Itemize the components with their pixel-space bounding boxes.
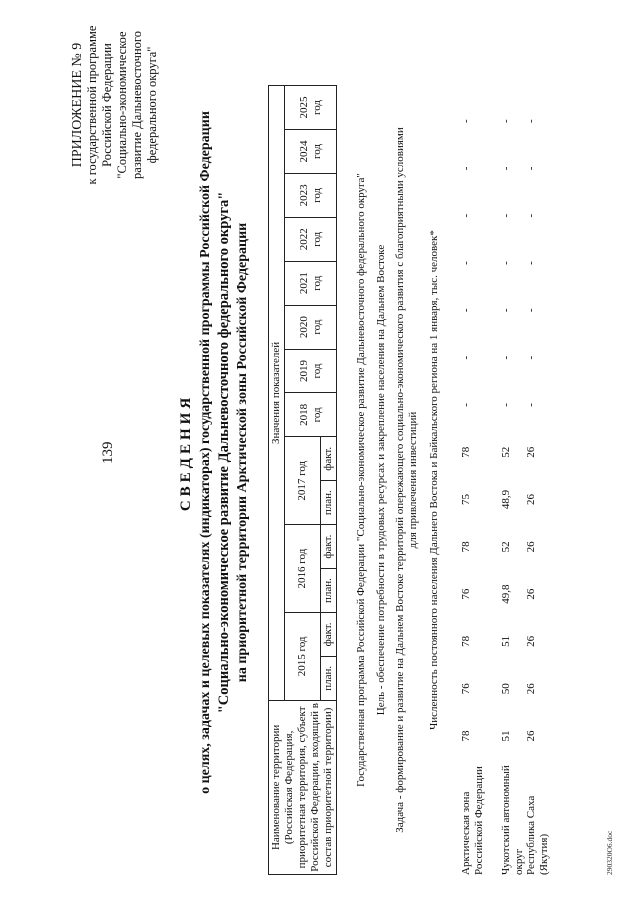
value-cell: -: [525, 166, 537, 171]
value-cell: 26: [525, 541, 537, 553]
table-row: [500, 85, 526, 875]
document-title-line: на приоритетной территории Арктической зоны Российской Федерации: [235, 222, 250, 683]
value-cell: -: [500, 213, 512, 218]
value-cell: -: [500, 261, 512, 265]
values-header: Значения показателей: [269, 86, 285, 701]
program-section: Государственная программа Российской Федерации "Социально-экономическое развитие Дальневосточного федерального округа": [355, 173, 367, 787]
value-cell: 51: [500, 635, 512, 647]
year-header: 2021 год: [285, 261, 337, 305]
document-heading: СВЕДЕНИЯ: [178, 393, 194, 512]
year-header: 2025 год: [285, 86, 337, 130]
appendix-line: Российской Федерации: [100, 43, 114, 167]
value-cell: 75: [460, 494, 472, 505]
file-name-footer: 290320O6.doc: [605, 830, 614, 875]
value-cell: 78: [460, 446, 472, 458]
indicators-table: [268, 85, 337, 875]
year-2015-header: 2015 год: [285, 612, 321, 700]
year-header: 2018 год: [285, 393, 337, 437]
value-cell: -: [460, 213, 472, 218]
appendix-caption: [70, 5, 160, 205]
value-cell: 52: [500, 541, 512, 553]
appendix-line: развитие Дальневосточного: [130, 31, 144, 179]
document-title-line: о целях, задачах и целевых показателях (индикаторах) государственной программы Российской Федерации: [198, 111, 213, 794]
value-cell: -: [500, 166, 512, 171]
value-cell: 48,9: [500, 489, 512, 510]
value-cell: -: [460, 308, 472, 313]
goal-section: Цель - обеспечение потребности в трудовых ресурсах и закрепление населения на Дальнем Востоке: [375, 244, 387, 716]
value-cell: -: [525, 355, 537, 360]
value-cell: -: [525, 213, 537, 218]
appendix-number: ПРИЛОЖЕНИЕ № 9: [70, 42, 85, 168]
year-2017-header: 2017 год: [285, 437, 321, 525]
territory-name: Арктическая зона Российской Федерации: [460, 766, 485, 875]
fact-header: факт.: [321, 437, 337, 481]
year-header: 2022 год: [285, 217, 337, 261]
value-cell: 26: [525, 494, 537, 505]
year-header: 2024 год: [285, 130, 337, 174]
year-header: 2023 год: [285, 173, 337, 217]
year-header: 2020 год: [285, 305, 337, 349]
fact-header: факт.: [321, 525, 337, 569]
value-cell: -: [500, 308, 512, 313]
fact-header: факт.: [321, 612, 337, 656]
plan-header: план.: [321, 481, 337, 525]
value-cell: -: [460, 403, 472, 407]
year-header: 2019 год: [285, 349, 337, 393]
value-cell: -: [500, 119, 512, 123]
value-cell: 78: [460, 635, 472, 647]
value-cell: -: [525, 308, 537, 313]
value-cell: 50: [500, 683, 512, 695]
indicator-section: Численность постоянного населения Дальнего Востока и Байкальского региона на 1 января, тыс. человек*: [428, 230, 440, 730]
value-cell: -: [500, 403, 512, 407]
value-cell: -: [460, 119, 472, 123]
document-title-line: "Социально-экономическое развитие Дальневосточного федерального округа": [216, 191, 232, 714]
page-number: 139: [100, 441, 116, 464]
value-cell: 78: [460, 730, 472, 742]
value-cell: 49,8: [500, 584, 512, 604]
value-cell: -: [525, 119, 537, 123]
value-cell: 78: [460, 541, 472, 553]
value-cell: 51: [500, 730, 512, 742]
value-cell: 26: [525, 635, 537, 647]
table-row: [460, 85, 486, 875]
value-cell: -: [460, 261, 472, 265]
value-cell: 26: [525, 683, 537, 695]
value-cell: 76: [460, 588, 472, 600]
value-cell: 26: [525, 730, 537, 742]
value-cell: -: [460, 355, 472, 360]
appendix-line: к государственной программе: [85, 25, 99, 185]
plan-header: план.: [321, 569, 337, 613]
appendix-line: федерального округа": [145, 46, 159, 164]
value-cell: -: [500, 355, 512, 360]
value-cell: -: [525, 261, 537, 265]
value-cell: 26: [525, 446, 537, 458]
appendix-line: "Социально-экономическое: [115, 31, 129, 179]
value-cell: 26: [525, 588, 537, 600]
year-2016-header: 2016 год: [285, 525, 321, 613]
territory-name: Чукотский автономный округ: [500, 765, 525, 875]
table-row: [525, 85, 551, 875]
territory-column-header: Наименование территории (Российская Федерация, приоритетная территория, субъект Российской Федерации, входящий в состав приоритетной территории): [269, 700, 337, 874]
territory-name: Республика Саха (Якутия): [525, 795, 550, 875]
value-cell: -: [460, 166, 472, 171]
task-section-line: Задача - формирование и развитие на Дальнем Востоке территорий опережающего социально-экономического развития с благоприятными условиями: [394, 127, 406, 833]
task-section-line: для привлечения инвестиций: [407, 411, 419, 549]
value-cell: 52: [500, 446, 512, 458]
value-cell: -: [525, 403, 537, 407]
plan-header: план.: [321, 656, 337, 700]
value-cell: 76: [460, 683, 472, 695]
